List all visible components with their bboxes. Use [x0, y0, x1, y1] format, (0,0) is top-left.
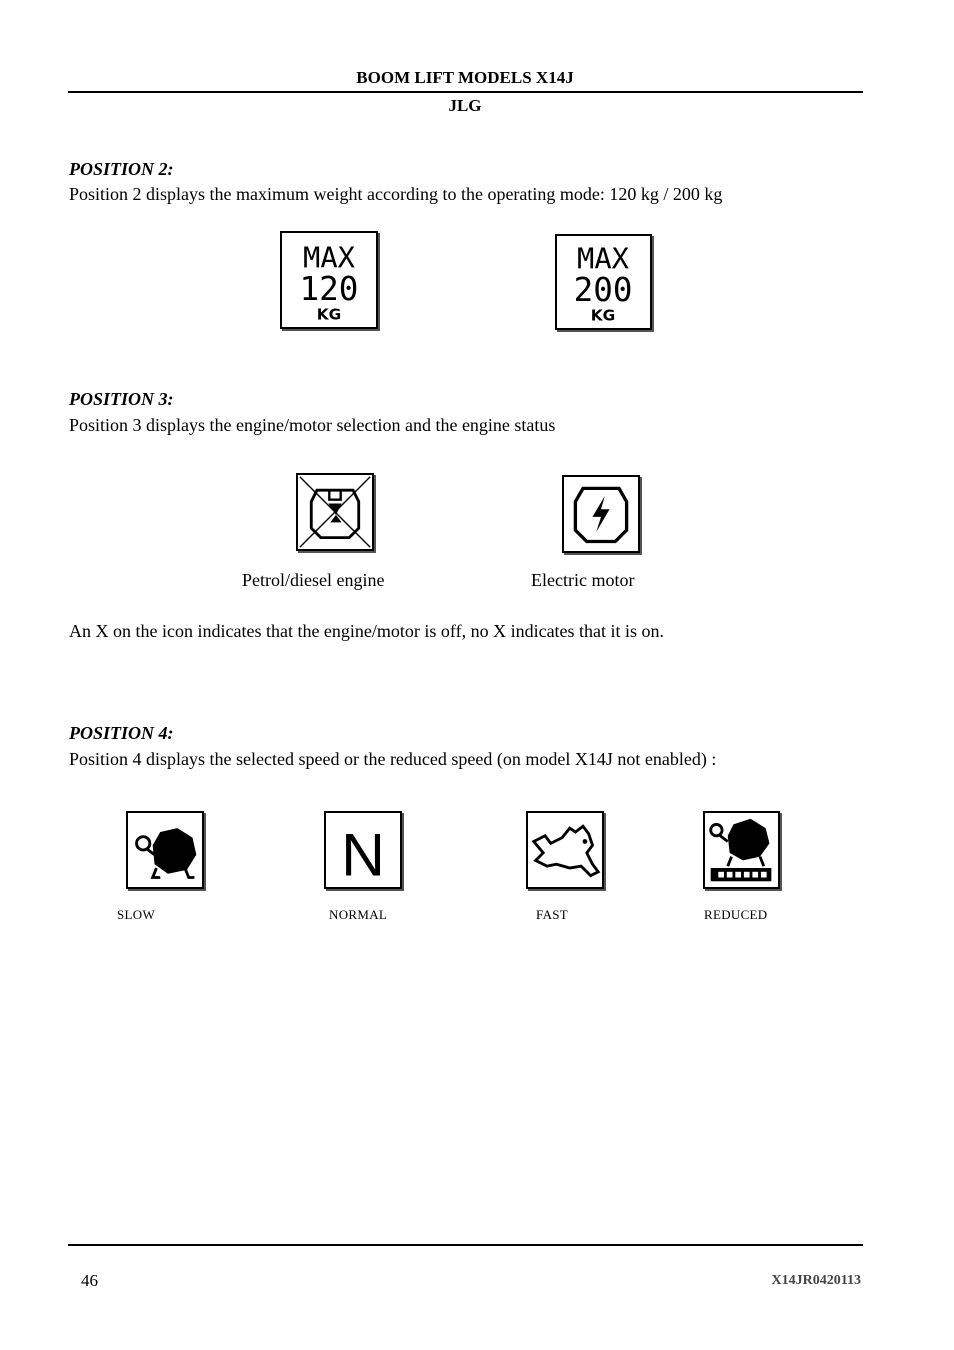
max-200-line3: KG [590, 306, 616, 325]
max-120-line1: MAX [303, 240, 355, 275]
document-code: X14JR0420113 [771, 1273, 861, 1288]
slow-label: SLOW [117, 907, 156, 922]
normal-label: NORMAL [329, 907, 388, 922]
document-title: BOOM LIFT MODELS X14J [356, 68, 574, 87]
max-200-line1: MAX [577, 241, 629, 276]
max-120kg-icon [280, 231, 378, 329]
footer-rule [68, 1244, 863, 1246]
position3-text: Position 3 displays the engine/motor selection and the engine status [69, 415, 556, 435]
max-120-line2: 120 [299, 270, 359, 309]
fast-hare-icon [526, 811, 604, 889]
brand-name: JLG [448, 96, 482, 115]
reduced-label: REDUCED [704, 907, 768, 922]
normal-speed-icon [324, 811, 402, 889]
header-rule [68, 91, 863, 93]
reduced-speed-icon [703, 811, 780, 889]
electric-motor-caption: Electric motor [531, 570, 635, 590]
position4-heading: POSITION 4: [69, 723, 174, 743]
position4-text: Position 4 displays the selected speed or the reduced speed (on model X14J not enabled) : [69, 749, 717, 769]
position2-heading: POSITION 2: [69, 159, 174, 179]
fast-label: FAST [536, 907, 569, 922]
page-number: 46 [81, 1271, 98, 1290]
max-200-line2: 200 [573, 271, 633, 310]
slow-turtle-icon [126, 811, 204, 889]
position2-text: Position 2 displays the maximum weight according to the operating mode: 120 kg / 200 kg [69, 184, 723, 204]
max-200kg-icon [555, 234, 652, 330]
max-120-line3: KG [316, 305, 342, 324]
petrol-engine-off-icon [296, 473, 374, 551]
position3-heading: POSITION 3: [69, 389, 174, 409]
electric-motor-icon [562, 475, 640, 553]
normal-letter: N [341, 820, 385, 887]
engine-status-note: An X on the icon indicates that the engine/motor is off, no X indicates that it is on. [69, 621, 665, 641]
petrol-engine-caption: Petrol/diesel engine [242, 570, 385, 590]
